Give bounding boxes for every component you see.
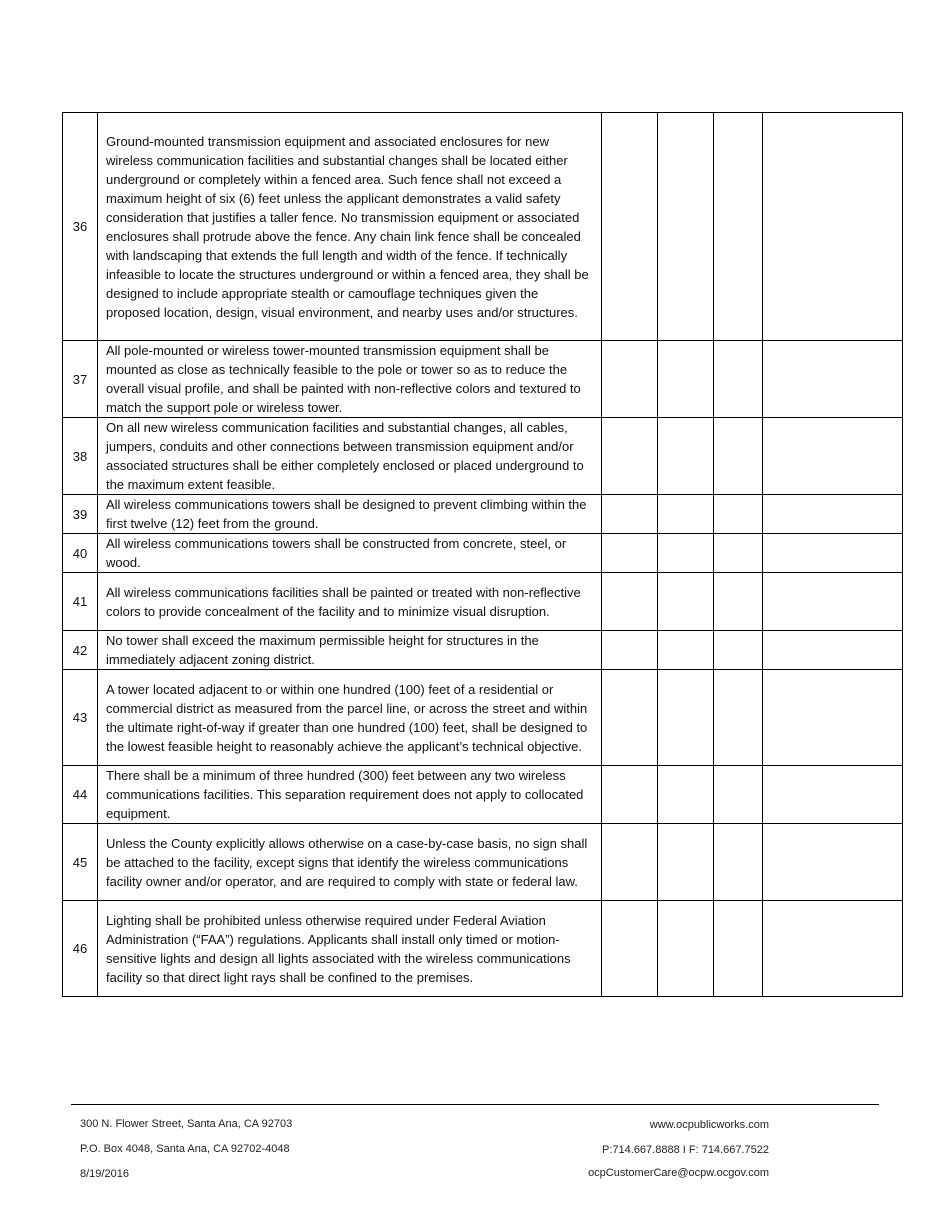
table-row [63, 766, 903, 824]
table-row [63, 824, 903, 901]
checklist-entry-cell-2[interactable] [658, 670, 714, 766]
checklist-entry-cell-2[interactable] [658, 534, 714, 573]
checklist-entry-cell-4[interactable] [763, 670, 903, 766]
checklist-entry-cell-4[interactable] [763, 901, 903, 997]
checklist-entry-cell-2[interactable] [658, 495, 714, 534]
checklist-entry-cell-3[interactable] [714, 901, 763, 997]
checklist-entry-cell-1[interactable] [602, 573, 658, 631]
checklist-entry-cell-1[interactable] [602, 418, 658, 495]
checklist-entry-cell-4[interactable] [763, 631, 903, 670]
item-number: 43 [63, 670, 98, 766]
requirement-text: All pole-mounted or wireless tower-mounted transmission equipment shall be mounted as close as technically feasible to the pole or tower so as to reduce the overall visual profile, and shall be painted with non-reflective colors and textured to match the support pole or wireless tower. [98, 341, 602, 418]
checklist-entry-cell-2[interactable] [658, 113, 714, 341]
checklist-entry-cell-3[interactable] [714, 766, 763, 824]
checklist-entry-cell-4[interactable] [763, 824, 903, 901]
checklist-entry-cell-4[interactable] [763, 766, 903, 824]
checklist-entry-cell-1[interactable] [602, 341, 658, 418]
footer-address-line-1: 300 N. Flower Street, Santa Ana, CA 92703 [80, 1118, 293, 1130]
requirement-text: There shall be a minimum of three hundred (300) feet between any two wireless communications facilities. This separation requirement does not apply to collocated equipment. [98, 766, 602, 824]
checklist-entry-cell-1[interactable] [602, 766, 658, 824]
checklist-entry-cell-3[interactable] [714, 341, 763, 418]
footer-website: www.ocpublicworks.com [649, 1119, 769, 1131]
requirement-text: All wireless communications facilities shall be painted or treated with non-reflective colors to provide concealment of the facility and to minimize visual disruption. [98, 573, 602, 631]
requirement-text: A tower located adjacent to or within one hundred (100) feet of a residential or commercial district as measured from the parcel line, or across the street and within the ultimate right-of-way if greater than one hundred (100) feet, shall be designed to the lowest feasible height to reasonably achieve the applicant’s technical objective. [98, 670, 602, 766]
checklist-entry-cell-4[interactable] [763, 573, 903, 631]
footer-date: 8/19/2016 [80, 1168, 129, 1180]
item-number: 37 [63, 341, 98, 418]
checklist-entry-cell-3[interactable] [714, 113, 763, 341]
checklist-entry-cell-3[interactable] [714, 631, 763, 670]
checklist-entry-cell-1[interactable] [602, 631, 658, 670]
checklist-entry-cell-3[interactable] [714, 495, 763, 534]
requirement-text: All wireless communications towers shall be designed to prevent climbing within the first twelve (12) feet from the ground. [98, 495, 602, 534]
item-number: 39 [63, 495, 98, 534]
item-number: 38 [63, 418, 98, 495]
checklist-entry-cell-2[interactable] [658, 766, 714, 824]
checklist-entry-cell-1[interactable] [602, 670, 658, 766]
checklist-entry-cell-2[interactable] [658, 824, 714, 901]
checklist-entry-cell-2[interactable] [658, 573, 714, 631]
requirement-text: All wireless communications towers shall be constructed from concrete, steel, or wood. [98, 534, 602, 573]
checklist-entry-cell-2[interactable] [658, 901, 714, 997]
checklist-entry-cell-3[interactable] [714, 670, 763, 766]
requirement-text: No tower shall exceed the maximum permissible height for structures in the immediately adjacent zoning district. [98, 631, 602, 670]
checklist-entry-cell-4[interactable] [763, 341, 903, 418]
requirement-text: Ground-mounted transmission equipment and associated enclosures for new wireless communication facilities and substantial changes shall be located either underground or completely within a fenced area. Such fence shall not exceed a maximum height of six (6) feet unless the applicant demonstrates a valid safety consideration that justifies a taller fence. No transmission equipment or associated enclosures shall protrude above the fence. Any chain link fence shall be concealed with landscaping that extends the full length and width of the fence. If technically infeasible to locate the structures underground or within a fenced area, they shall be designed to include appropriate stealth or camouflage techniques given the proposed location, design, visual environment, and nearby uses and/or structures. [98, 113, 602, 341]
checklist-entry-cell-3[interactable] [714, 824, 763, 901]
checklist-entry-cell-1[interactable] [602, 901, 658, 997]
checklist-entry-cell-3[interactable] [714, 418, 763, 495]
requirement-text: Lighting shall be prohibited unless otherwise required under Federal Aviation Administration (“FAA”) regulations. Applicants shall install only timed or motion-sensitive lights and design all lights associated with the wireless communications facility so that direct light rays shall be confined to the premises. [98, 901, 602, 997]
table-row [63, 418, 903, 495]
checklist-entry-cell-3[interactable] [714, 573, 763, 631]
checklist-entry-cell-1[interactable] [602, 824, 658, 901]
checklist-entry-cell-2[interactable] [658, 418, 714, 495]
checklist-entry-cell-3[interactable] [714, 534, 763, 573]
footer-divider [71, 1104, 879, 1105]
item-number: 46 [63, 901, 98, 997]
footer-email: ocpCustomerCare@ocpw.ocgov.com [588, 1167, 769, 1179]
table-row [63, 534, 903, 573]
requirement-text: Unless the County explicitly allows otherwise on a case-by-case basis, no sign shall be attached to the facility, except signs that identify the wireless communications facility owner and/or operator, and are required to comply with state or federal law. [98, 824, 602, 901]
footer-address-line-2: P.O. Box 4048, Santa Ana, CA 92702-4048 [80, 1143, 290, 1155]
table-row [63, 341, 903, 418]
table-row [63, 631, 903, 670]
table-row [63, 495, 903, 534]
checklist-entry-cell-1[interactable] [602, 534, 658, 573]
item-number: 45 [63, 824, 98, 901]
checklist-entry-cell-1[interactable] [602, 113, 658, 341]
item-number: 42 [63, 631, 98, 670]
item-number: 36 [63, 113, 98, 341]
footer-phone-fax: P:714.667.8888 I F: 714.667.7522 [602, 1144, 769, 1156]
checklist-entry-cell-4[interactable] [763, 534, 903, 573]
item-number: 40 [63, 534, 98, 573]
checklist-entry-cell-2[interactable] [658, 341, 714, 418]
item-number: 44 [63, 766, 98, 824]
table-row [63, 901, 903, 997]
checklist-entry-cell-2[interactable] [658, 631, 714, 670]
item-number: 41 [63, 573, 98, 631]
checklist-entry-cell-4[interactable] [763, 113, 903, 341]
requirements-table [62, 112, 903, 997]
table-row [63, 670, 903, 766]
table-row [63, 113, 903, 341]
checklist-entry-cell-1[interactable] [602, 495, 658, 534]
requirements-table-body [63, 113, 903, 997]
requirement-text: On all new wireless communication facilities and substantial changes, all cables, jumpers, conduits and other connections between transmission equipment and/or associated structures shall be either completely enclosed or placed underground to the maximum extent feasible. [98, 418, 602, 495]
table-row [63, 573, 903, 631]
checklist-entry-cell-4[interactable] [763, 495, 903, 534]
checklist-entry-cell-4[interactable] [763, 418, 903, 495]
